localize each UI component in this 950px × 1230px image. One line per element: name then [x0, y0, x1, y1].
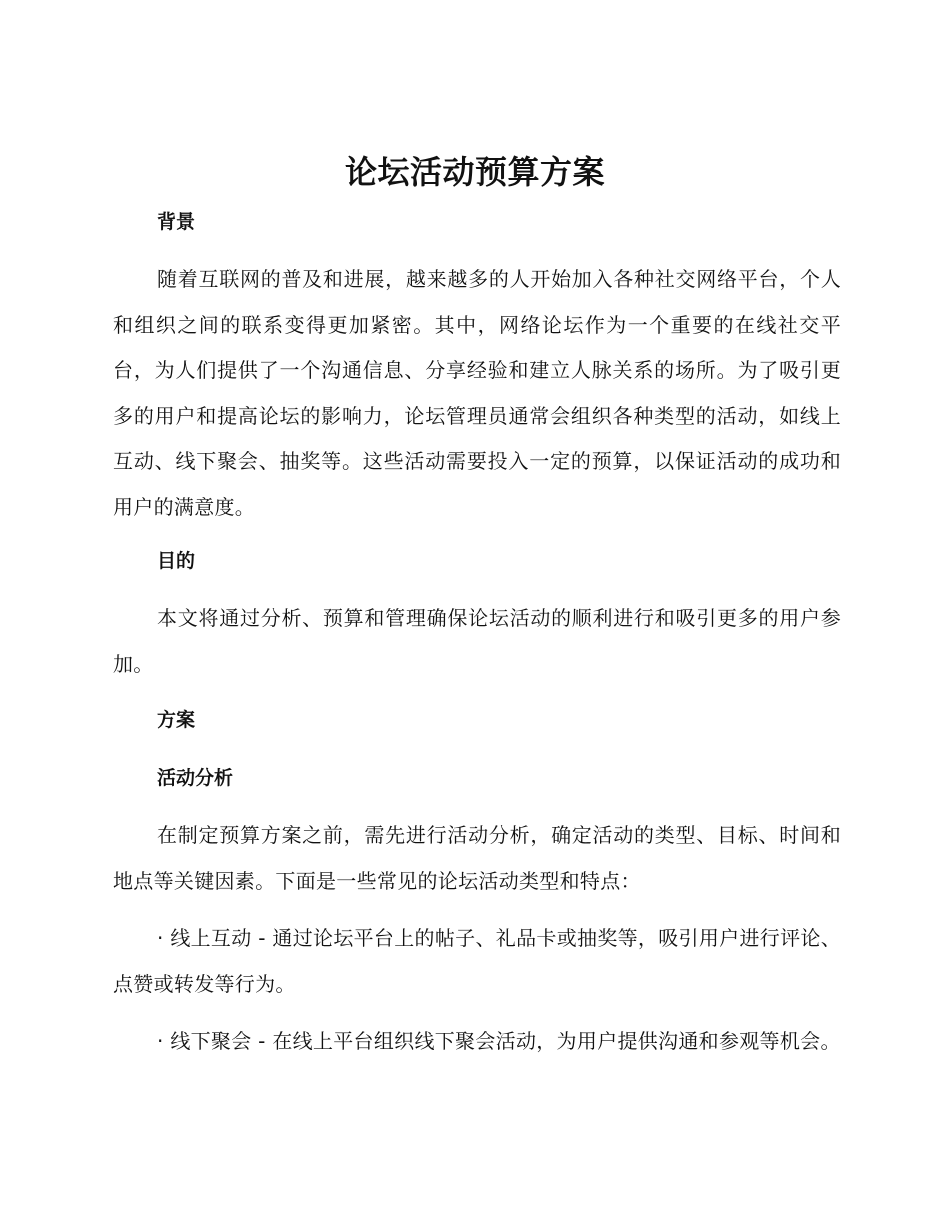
section-heading-plan: 方案: [157, 709, 196, 731]
background-paragraph: 随着互联网的普及和进展，越来越多的人开始加入各种社交网络平台，个人和组织之间的联系变得更加紧密。其中，网络论坛作为一个重要的在线社交平台，为人们提供了一个沟通信息、分享经验和建立人脉关系的场所。为了吸引更多的用户和提高论坛的影响力，论坛管理员通常会组织各种类型的活动，如线上互动、线下聚会、抽奖等。这些活动需要投入一定的预算，以保证活动的成功和用户的满意度。: [113, 267, 841, 519]
document-title: 论坛活动预算方案: [344, 153, 605, 191]
bullet-online-interaction: · 线上互动 - 通过论坛平台上的帖子、礼品卡或抽奖等，吸引用户进行评论、点赞或转发等行为。: [113, 926, 841, 996]
section-heading-activity-analysis: 活动分析: [157, 767, 234, 789]
activity-analysis-paragraph: 在制定预算方案之前，需先进行活动分析，确定活动的类型、目标、时间和地点等关键因素。下面是一些常见的论坛活动类型和特点：: [113, 823, 841, 893]
section-heading-purpose: 目的: [157, 550, 196, 572]
section-heading-background: 背景: [157, 211, 196, 233]
bullet-offline-meetup: · 线下聚会 - 在线上平台组织线下聚会活动，为用户提供沟通和参观等机会。: [157, 1029, 841, 1053]
purpose-paragraph: 本文将通过分析、预算和管理确保论坛活动的顺利进行和吸引更多的用户参加。: [113, 606, 841, 676]
